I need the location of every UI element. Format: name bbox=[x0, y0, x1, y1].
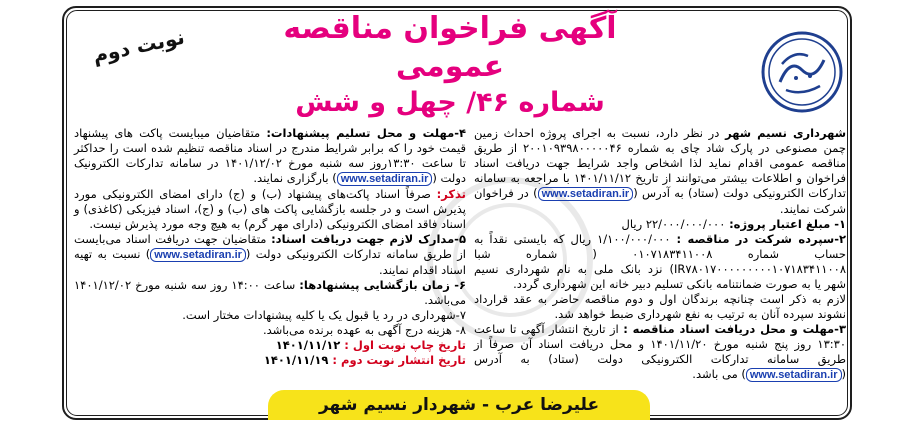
first-publication bbox=[74, 338, 466, 353]
item-7: ۷-شهرداری در رد یا قبول یک یا کلیه پیشنهادات مختار است. bbox=[182, 308, 466, 322]
website-link[interactable]: www.setadiran.ir bbox=[150, 248, 246, 262]
item-3-label: ۳-مهلت و محل دریافت اسناد مناقصه : bbox=[623, 322, 846, 336]
item-1-label: ۱- مبلغ اعتبار پروژه: bbox=[729, 217, 846, 231]
item-6-label: ۶- زمان بازگشایی پیشنهادها: bbox=[299, 278, 467, 292]
item-2-text: ۱/۱۰۰/۰۰۰/۰۰۰ ریال که بایستی نقداً به حساب شماره ۰۱۰۷۱۸۳۴۱۱۰۰۸ ( شماره شبا IR۷۸۰۱۷۰۰۰۰۰۰۰۰۰۱۰۷۱۸۳۴۱۱۰۰۸) نزد بانک ملی به نام شهرداری نسیم شهر یا به صورت ضمانتنامه بانکی تسلیم دبیر خانه این شهرداری گردد. bbox=[474, 232, 846, 291]
item-1 bbox=[474, 217, 846, 232]
item-5 bbox=[74, 232, 466, 278]
item-4-label: ۴-مهلت و محل تسلیم پیشنهادات: bbox=[266, 126, 467, 140]
item-3-text: از تاریخ انتشار آگهی تا ساعت ۱۳:۳۰ روز پنج شنبه مورخ ۱۴۰۱/۱۱/۲۰ و محل دریافت اسناد آن صرفاً از طریق سامانه تدارکات الکترونیکی دولت (ستاد) به آدرس ( bbox=[474, 322, 847, 381]
item-3-after: ) می باشد. bbox=[692, 367, 746, 381]
item-2-label: ۲-سپرده شرکت در مناقصه : bbox=[676, 232, 846, 246]
second-publication bbox=[74, 353, 466, 368]
item-5-label: ۵-مدارک لازم جهت دریافت اسناد: bbox=[271, 232, 466, 246]
website-link[interactable]: www.setadiran.ir bbox=[337, 172, 433, 186]
item-2-note: لازم به ذکر است چنانچه برندگان اول و دوم مناقصه حاضر به عقد قرارداد نشوند سپرده آنان به ترتیب به نفع شهرداری ضبط خواهد شد. bbox=[474, 292, 846, 321]
second-publication-badge: نوبت دوم bbox=[90, 24, 187, 68]
intro-paragraph bbox=[474, 126, 846, 217]
page-title bbox=[230, 10, 670, 120]
signature-footer: علیرضا عرب - شهردار نسیم شهر bbox=[268, 390, 650, 420]
first-pub-label: تاریخ چاپ نوبت اول : bbox=[344, 338, 466, 352]
item-4-text: متقاضیان میبایست پاکت های پیشنهاد قیمت خود را که برابر شرایط مندرج در اسناد مناقصه تنظیم شده است را حداکثر تا ساعت ۱۳:۳۰روز سه شنبه مورخ ۱۴۰۱/۱۲/۰۲ در سامانه تدارکات الکترونیک دولت ( bbox=[74, 126, 467, 185]
item-4-after: ) بارگزاری نمایند. bbox=[253, 171, 337, 185]
item-4 bbox=[74, 126, 466, 187]
item-8: ۸- هزینه درج آگهی به عهده برنده می‌باشد. bbox=[262, 323, 466, 337]
website-link[interactable]: www.setadiran.ir bbox=[746, 368, 842, 382]
title-line-1: آگهی فراخوان مناقصه عمومی bbox=[283, 11, 617, 84]
item-2 bbox=[474, 232, 846, 292]
second-pub-label: تاریخ انتشار نوبت دوم : bbox=[332, 353, 466, 367]
nasim-shahr-logo-icon bbox=[760, 30, 844, 114]
intro-lead: شهرداری نسیم شهر bbox=[725, 126, 847, 140]
first-pub-date: ۱۴۰۱/۱۱/۱۲ bbox=[275, 338, 345, 352]
intro-text: در نظر دارد، نسبت به اجرای پروژه احداث زمین چمن مصنوعی در پارک شاد چای به شماره ۲۰۰۱۰۹۳۹۸۰۰۰۰۰۴۶ از طریق مناقصه عمومی اقدام نماید لذا اشخاص واجد شرایط جهت دریافت اسناد فراخوان و اطلاعات بیشتر می‌توانند از تاریخ ۱۴۰۱/۱۱/۱۲ با مراجعه به سامانه تدارکات الکترونیکی دولت (ستاد) به آدرس ( bbox=[474, 126, 847, 200]
item-6 bbox=[74, 278, 466, 308]
item-6-text: ساعت ۱۴:۰۰ روز سه شنبه مورخ ۱۴۰۱/۱۲/۰۲ می‌باشد. bbox=[74, 278, 466, 307]
item-1-text: ۲۲/۰۰۰/۰۰۰/۰۰۰ ریال bbox=[621, 217, 730, 231]
website-link[interactable]: www.setadiran.ir bbox=[538, 187, 634, 201]
item-5-after: ) نسبت به تهیه اسناد اقدام نمایند. bbox=[74, 247, 466, 277]
left-column bbox=[74, 126, 466, 368]
title-line-2: شماره ۴۶/ چهل و شش bbox=[295, 87, 605, 118]
item-5-text: متقاضیان جهت دریافت اسناد می‌بایست از طریق سامانه تدارکات الکترونیکی دولت ( bbox=[74, 232, 466, 261]
right-column bbox=[474, 126, 846, 383]
note bbox=[74, 187, 466, 232]
second-pub-date: ۱۴۰۱/۱۱/۱۹ bbox=[263, 353, 333, 367]
item-3 bbox=[474, 322, 846, 383]
note-label: تذکر: bbox=[436, 187, 466, 201]
intro-after: ) در فراخوان شرکت نمایند. bbox=[474, 186, 846, 216]
note-text: صرفاً اسناد پاکت‌های پیشنهاد (ب) و (ج) دارای امضای الکترونیکی مورد پذیرش است و در جلسه بازگشایی پاکت های (ب) و (ج)، اسناد فیزیکی (کاغذی) و اسناد فاقد امضای الکترونیکی (دارای مهر گرم) به هیچ وجه مورد پذیرش نیست. bbox=[74, 187, 466, 231]
